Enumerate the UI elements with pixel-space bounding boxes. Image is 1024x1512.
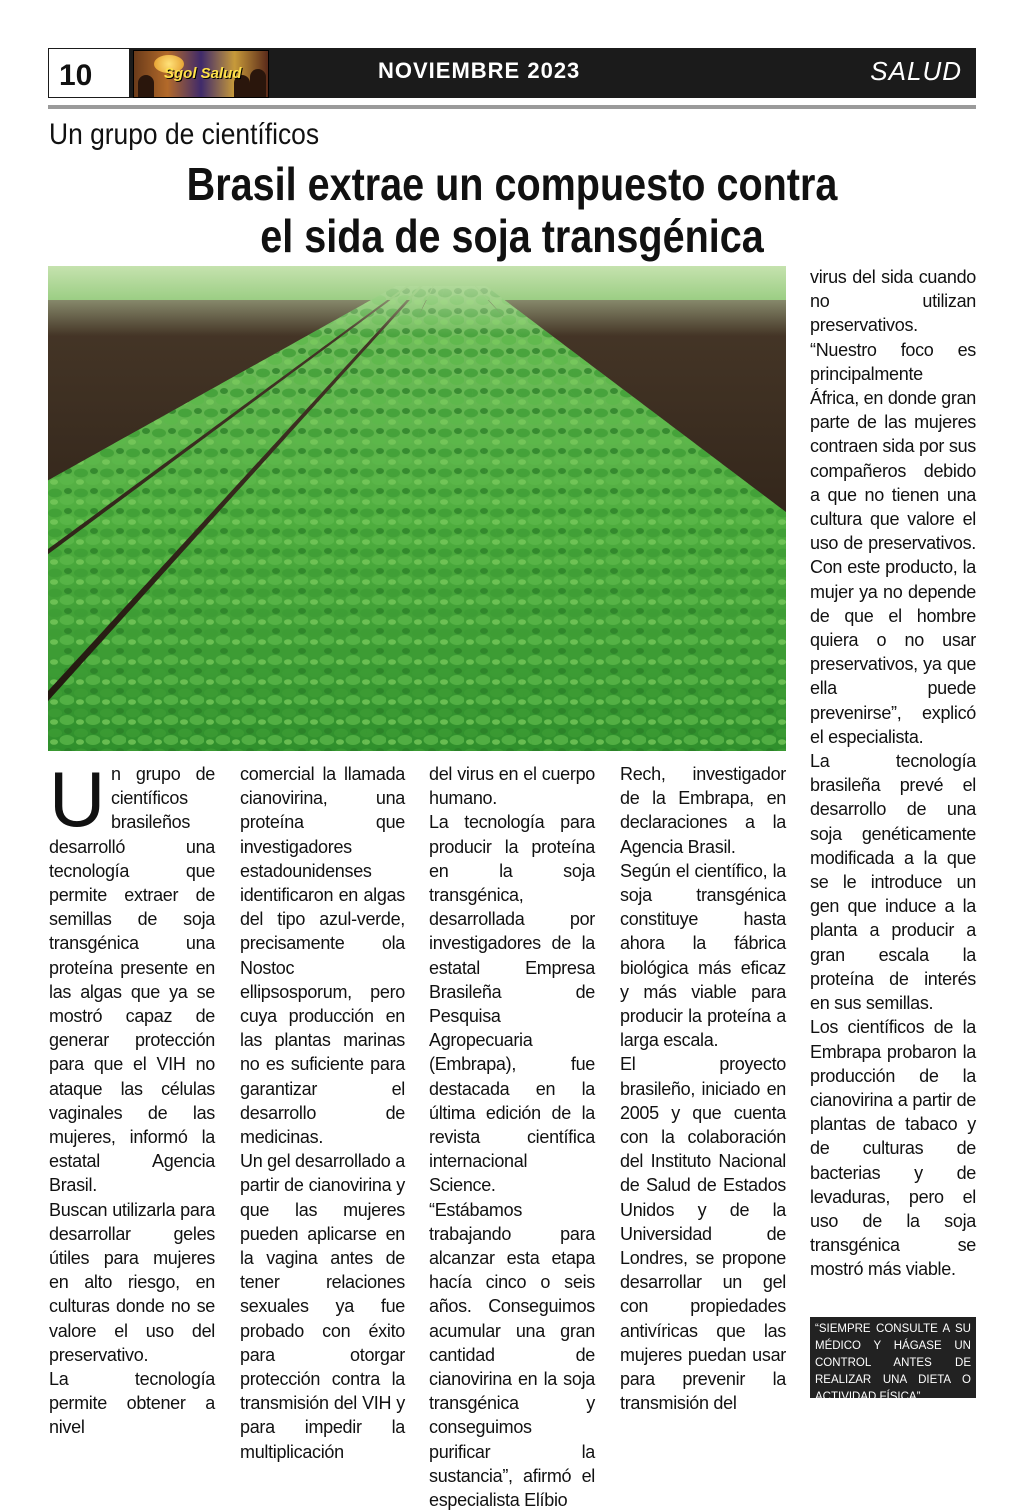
logo-text: Sgol Salud (164, 65, 242, 82)
article-column-5 (810, 265, 976, 1282)
article-headline (48, 158, 976, 262)
health-advice-callout: “SIEMPRE CONSULTE A SU MÉDICO Y HÁGASE UN CONTROL ANTES DE REALIZAR UNA DIETA O ACTIVIDAD FÍSICA” (810, 1317, 976, 1398)
paragraph: La tecnología para producir la proteína en la soja transgénica, desarrollada por investigadores de la estatal Empresa Brasileña de Pesquisa Agropecuaria (Embrapa), fue destacada en la última edición de la revista científica internacional Science. (429, 812, 595, 1196)
page-header (48, 48, 976, 98)
paragraph: Un gel desarrollado a partir de cianovirina y que las mujeres pueden aplicarse en la vagina antes de tener relaciones sexuales ya fue probado con éxito para otorgar protección contra la transmisión del VIH y para impedir la multiplicación (240, 1151, 405, 1462)
paragraph: virus del sida cuando no utilizan preservativos. (810, 267, 976, 336)
header-rule (48, 105, 976, 109)
paragraph: comercial la llamada cianovirina, una proteína que investigadores estadounidenses identificaron en algas del tipo azul-verde, precisamente ola Nostoc ellipsosporum, pero cuya producción en las plantas marinas no es suficiente para garantizar el desarrollo de medicinas. (240, 764, 405, 1148)
section-name: SALUD (870, 56, 962, 86)
article-column-2 (240, 762, 405, 1464)
paragraph: n grupo de científicos brasileños desarrolló una tecnología que permite extraer de semillas de soja transgénica una proteína presente en las algas que ya se mostró capaz de generar protección para que el VIH no ataque las células vaginales de las mujeres, informó la estatal Agencia Brasil. (49, 764, 215, 1196)
page-number: 10 (59, 59, 93, 92)
paragraph: del virus en el cuerpo humano. (429, 764, 595, 809)
paragraph: La tecnología permite obtener a nivel (49, 1369, 215, 1438)
soybean-field-photo (48, 266, 786, 751)
article-column-4 (620, 762, 786, 1415)
paragraph: Según el científico, la soja transgénica constituye hasta ahora la fábrica biológica más eficaz y más viable para producir la proteína a larga escala. (620, 860, 786, 1051)
publication-logo (133, 50, 269, 98)
page-number-box (48, 48, 130, 98)
article-column-3 (429, 762, 595, 1512)
article-column-1 (49, 755, 215, 1440)
paragraph: “Nuestro foco es principalmente África, en donde gran parte de las mujeres contraen sida por sus compañeros debido a que no tienen una cultura que valore el uso de preservativos. Con este producto, la mujer ya no depende de que el hombre quiera o no usar preservativos, ya que ella puede prevenirse”, explicó el especialista. (810, 339, 976, 747)
paragraph: Rech, investigador de la Embrapa, en declaraciones a la Agencia Brasil. (620, 764, 786, 857)
paragraph: Buscan utilizarla para desarrollar geles útiles para mujeres en alto riesgo, en culturas donde no se valore el uso del preservativo. (49, 1199, 215, 1365)
paragraph: El proyecto brasileño, iniciado en 2005 y que cuenta con la colaboración del Instituto Nacional de Salud de Estados Unidos y de la Universidad de Londres, se propone desarrollar un gel con propiedades antivíricas que las mujeres puedan usar para prevenir la transmisión del (620, 1054, 786, 1414)
headline-line-2: el sida de soja transgénica (260, 210, 764, 262)
article-kicker: Un grupo de científicos (49, 118, 320, 151)
paragraph: “Estábamos trabajando para alcanzar esta etapa hacía cinco o seis años. Conseguimos acumular una gran cantidad de cianovirina en la soja transgénica y conseguimos purificar la sustancia”, afirmó el especialista Elíbio (429, 1199, 595, 1511)
headline-line-1: Brasil extrae un compuesto contra (186, 158, 838, 210)
issue-date: NOVIEMBRE 2023 (378, 58, 581, 83)
paragraph: La tecnología brasileña prevé el desarrollo de una soja genéticamente modificada a la que se le introduce un gen que induce a la planta a producir a gran escala la proteína de interés en sus semillas. (810, 751, 976, 1014)
paragraph: Los científicos de la Embrapa probaron la producción de la cianovirina a partir de plantas de tabaco y de culturas de bacterias y de levaduras, pero el uso de la soja transgénica se mostró más viable. (810, 1017, 976, 1280)
drop-cap: U (49, 755, 106, 843)
